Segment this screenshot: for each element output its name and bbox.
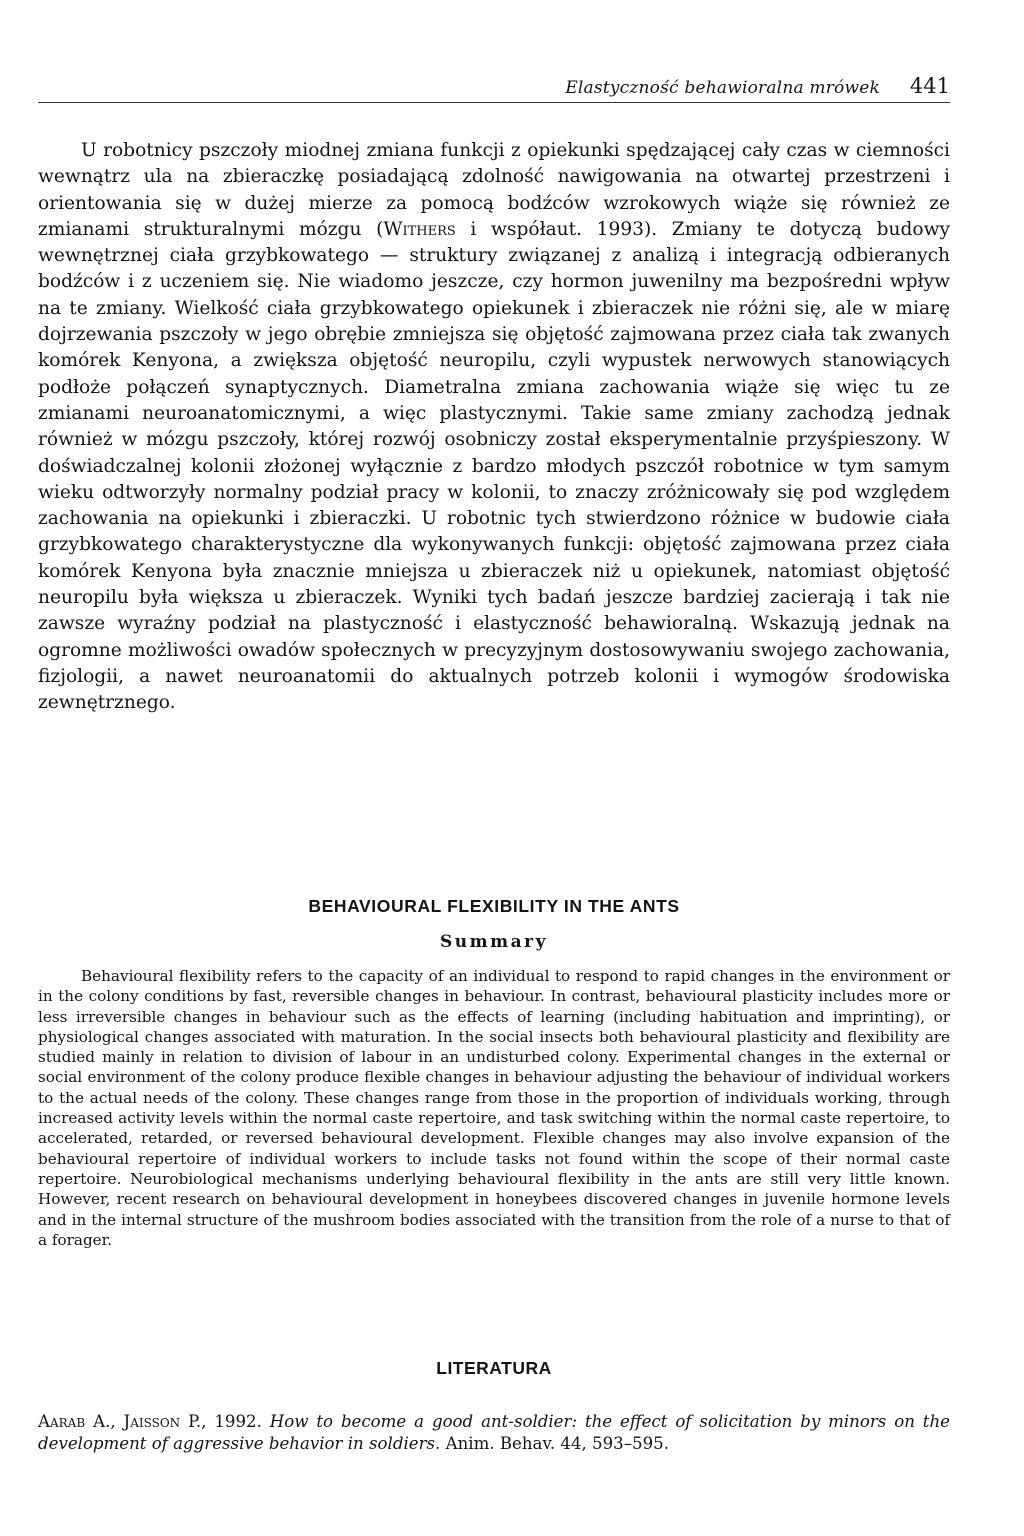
reference-title: How to become a good ant-soldier: the effect of solicitation by minors on the development of aggressive behavior in soldiers. <box>38 1412 950 1453</box>
citation-author: Withers <box>383 218 456 240</box>
page-number: 441 <box>909 74 950 98</box>
summary-subheading: Summary <box>440 932 548 952</box>
page <box>38 0 950 1536</box>
references-heading: LITERATURA <box>436 1358 552 1378</box>
reference-journal: Anim. Behav. 44, 593–595. <box>440 1434 669 1453</box>
paragraph-text: U robotnicy pszczoły miodnej zmiana funkcji z opiekunki spędzającej cały czas w ciemności wewnątrz ula na zbieraczkę posiadającą zdolność nawigowania na otwartej przestrzeni i orientowania się w dużej mierze za pomocą bodźców wzrokowych wiąże się również ze zmianami strukturalnymi mózgu ( <box>38 140 950 240</box>
running-header <box>38 76 950 103</box>
running-title: Elastyczność behawioralna mrówek <box>565 78 880 98</box>
reference-authors: Aarab A., Jaisson P. <box>38 1412 202 1431</box>
paragraph-text: i współaut. 1993). Zmiany te dotyczą budowy wewnętrznej ciała grzybkowatego — struktury związanej z analizą i integracją odbieranych bodźców i z uczeniem się. Nie wiadomo jeszcze, czy hormon juwenilny ma bezpośredni wpływ na te zmiany. Wielkość ciała grzybkowatego opiekunek i zbieraczek nie różni się, ale w miarę dojrzewania pszczoły w jego obrębie zmniejsza się objętość zajmowana przez ciała tak zwanych komórek Kenyona, a zwiększa objętość neuropilu, czyli wypustek nerwowych stanowiących podłoże połączeń synaptycznych. Diametralna zmiana zachowania wiąże się więc tu ze zmianami neuroanatomicznymi, a więc plastycznymi. Takie same zmiany zachodzą jednak również w mózgu pszczoły, której rozwój osobniczy został eksperymentalnie przyśpieszony. W doświadczalnej kolonii złożonej wyłącznie z bardzo młodych pszczół robotnice w tym samym wieku odtworzyły normalny podział pracy w kolonii, to znaczy zróżnicowały się pod względem zachowania na opiekunki i zbieraczki. U robotnic tych stwierdzono różnice w budowie ciała grzybkowatego charakterystyczne dla wykonywanych funkcji: objętość zajmowana przez ciała komórek Kenyona była znacznie mniejsza u zbieraczek niż u opiekunek, natomiast objętość neuropilu była większa u zbieraczek. Wyniki tych badań jeszcze bardziej zacierają i tak nie zawsze wyraźny podział na plastyczność i elastyczność behawioralną. Wskazują jednak na ogromne możliwości owadów społecznych w precyzyjnym dostosowywaniu swojego zachowania, fizjologii, a nawet neuroanatomii do aktualnych potrzeb kolonii i wymogów środowiska zewnętrznego. <box>38 218 951 714</box>
reference-year: , 1992. <box>201 1412 270 1431</box>
body-paragraph <box>38 138 950 717</box>
summary-paragraph: Behavioural flexibility refers to the capacity of an individual to respond to rapid changes in the environment or in the colony conditions by fast, reversible changes in behaviour. In contrast, behavioural plasticity includes more or less irreversible changes in behaviour such as the effects of learning (including habituation and imprinting), or physiological changes associated with maturation. In the social insects both behavioural plasticity and flexibility are studied mainly in relation to division of labour in an undisturbed colony. Experimental changes in the external or social environment of the colony produce flexible changes in behaviour adjusting the behaviour of individual workers to the actual needs of the colony. These changes range from those in the proportion of individuals working, through increased activity levels within the normal caste repertoire, and task switching within the normal caste repertoire, to accelerated, retarded, or reversed behavioural development. Flexible changes may also involve expansion of the behavioural repertoire of individual workers to include tasks not found within the scope of their normal caste repertoire. Neurobiological mechanisms underlying behavioural flexibility in the ants are still very little known. However, recent research on behavioural development in honeybees discovered changes in juvenile hormone levels and in the internal structure of the mushroom bodies associated with the transition from the role of a nurse to that of a forager. <box>38 967 950 1249</box>
reference-entry <box>38 1411 950 1455</box>
summary-heading: BEHAVIOURAL FLEXIBILITY IN THE ANTS <box>308 896 680 916</box>
